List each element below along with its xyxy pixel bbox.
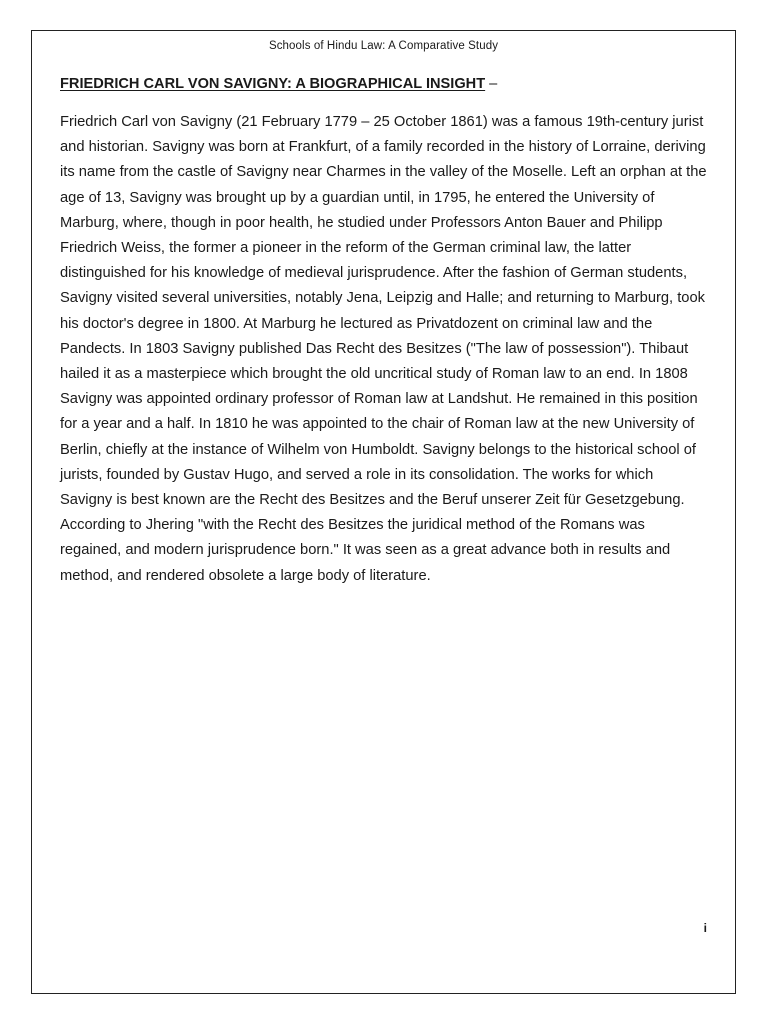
body-paragraph: Friedrich Carl von Savigny (21 February 1779 – 25 October 1861) was a famous 19th-century jurist and historian. Savigny was born at Frankfurt, of a family recorded in the history of Lorraine, deriving its name from the castle of Savigny near Charmes in the valley of the Moselle. Left an orphan at the age of 13, Savigny was brought up by a guardian until, in 1795, he entered the University of Marburg, where, though in poor health, he studied under Professors Anton Bauer and Philipp Friedrich Weiss, the former a pioneer in the reform of the German criminal law, the latter distinguished for his knowledge of medieval jurisprudence. After the fashion of German students, Savigny visited several universities, notably Jena, Leipzig and Halle; and returning to Marburg, took his doctor's degree in 1800. At Marburg he lectured as Privatdozent on criminal law and the Pandects. In 1803 Savigny published Das Recht des Besitzes ("The law of possession"). Thibaut hailed it as a masterpiece which brought the old uncritical study of Roman law to an end. In 1808 Savigny was appointed ordinary professor of Roman law at Landshut. He remained in this position for a year and a half. In 1810 he was appointed to the chair of Roman law at the new University of Berlin, chiefly at the instance of Wilhelm von Humboldt. Savigny belongs to the historical school of jurists, founded by Gustav Hugo, and served a role in its consolidation. The works for which Savigny is best known are the Recht des Besitzes and the Beruf unserer Zeit für Gesetzgebung. According to Jhering "with the Recht des Besitzes the juridical method of the Romans was regained, and modern jurisprudence born." It was seen as a great advance both in results and method, and rendered obsolete a large body of literature. [60, 114, 707, 584]
section-heading-dash: – [489, 76, 498, 92]
running-header: Schools of Hindu Law: A Comparative Study [268, 40, 499, 52]
section-heading [60, 76, 497, 92]
page-frame [31, 30, 736, 994]
page-number: i [703, 921, 707, 935]
section-heading-text: FRIEDRICH CARL VON SAVIGNY: A BIOGRAPHICAL INSIGHT [60, 76, 486, 92]
